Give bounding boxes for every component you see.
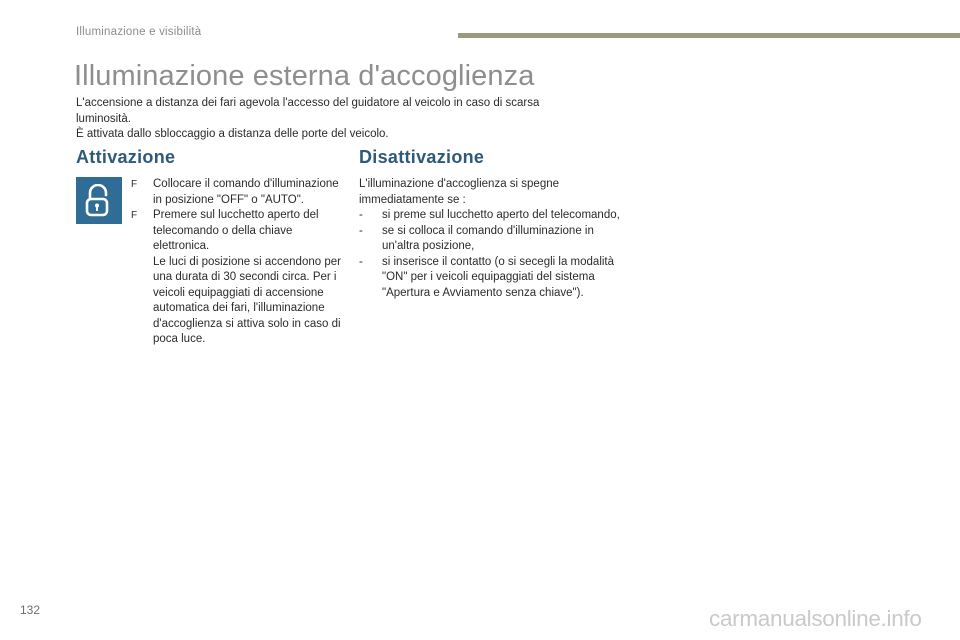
padlock-open-icon (76, 177, 122, 224)
heading-attivazione: Attivazione (76, 147, 176, 167)
list-item (359, 224, 624, 255)
list-item (131, 208, 346, 348)
heading-disattivazione: Disattivazione (359, 147, 485, 167)
condition-text: se si colloca il comando d'illuminazione in un'altra posizione, (382, 224, 594, 252)
condition-text: si inserisce il contatto (o si secegli la modalità "ON" per i veicoli equipaggiati del sistema "Apertura e Avviamento senza chiave"). (382, 255, 615, 299)
page-title: Illuminazione esterna d'accoglienza (74, 60, 535, 92)
section-header: Illuminazione e visibilità (76, 26, 202, 38)
page-number: 132 (20, 603, 41, 617)
activation-steps (131, 177, 346, 348)
list-item (359, 255, 624, 302)
deactivation-intro: L'illuminazione d'accoglienza si spegne immediatamente se : (359, 178, 560, 206)
intro-line-1: L'accensione a distanza dei fari agevola l'accesso del guidatore al veicolo in caso di scarsa luminosità. (76, 97, 540, 125)
deactivation-block (359, 177, 624, 301)
checkbox-marker-icon: F (131, 179, 138, 190)
header-divider-bar (458, 33, 960, 38)
dash-marker: - (359, 255, 363, 268)
dash-marker: - (359, 224, 363, 237)
condition-text: si preme sul lucchetto aperto del telecomando, (382, 209, 620, 221)
dash-marker: - (359, 209, 363, 221)
list-item (359, 208, 624, 224)
intro-line-2: È attivata dallo sbloccaggio a distanza delle porte del veicolo. (76, 128, 389, 140)
intro-text (76, 96, 596, 143)
watermark: carmanualsonline.info (709, 606, 922, 631)
step-text: Premere sul lucchetto aperto del telecomando o della chiave elettronica. (153, 209, 319, 252)
list-item (131, 177, 346, 208)
checkbox-marker-icon: F (131, 210, 138, 221)
activation-note: Le luci di posizione si accendono per una durata di 30 secondi circa. Per i veicoli equipaggiati di accensione automatica dei fari, l'illuminazione d'accoglienza si attiva solo in caso di poca luce. (153, 255, 341, 345)
step-text: Collocare il comando d'illuminazione in posizione "OFF" o "AUTO". (153, 178, 339, 206)
